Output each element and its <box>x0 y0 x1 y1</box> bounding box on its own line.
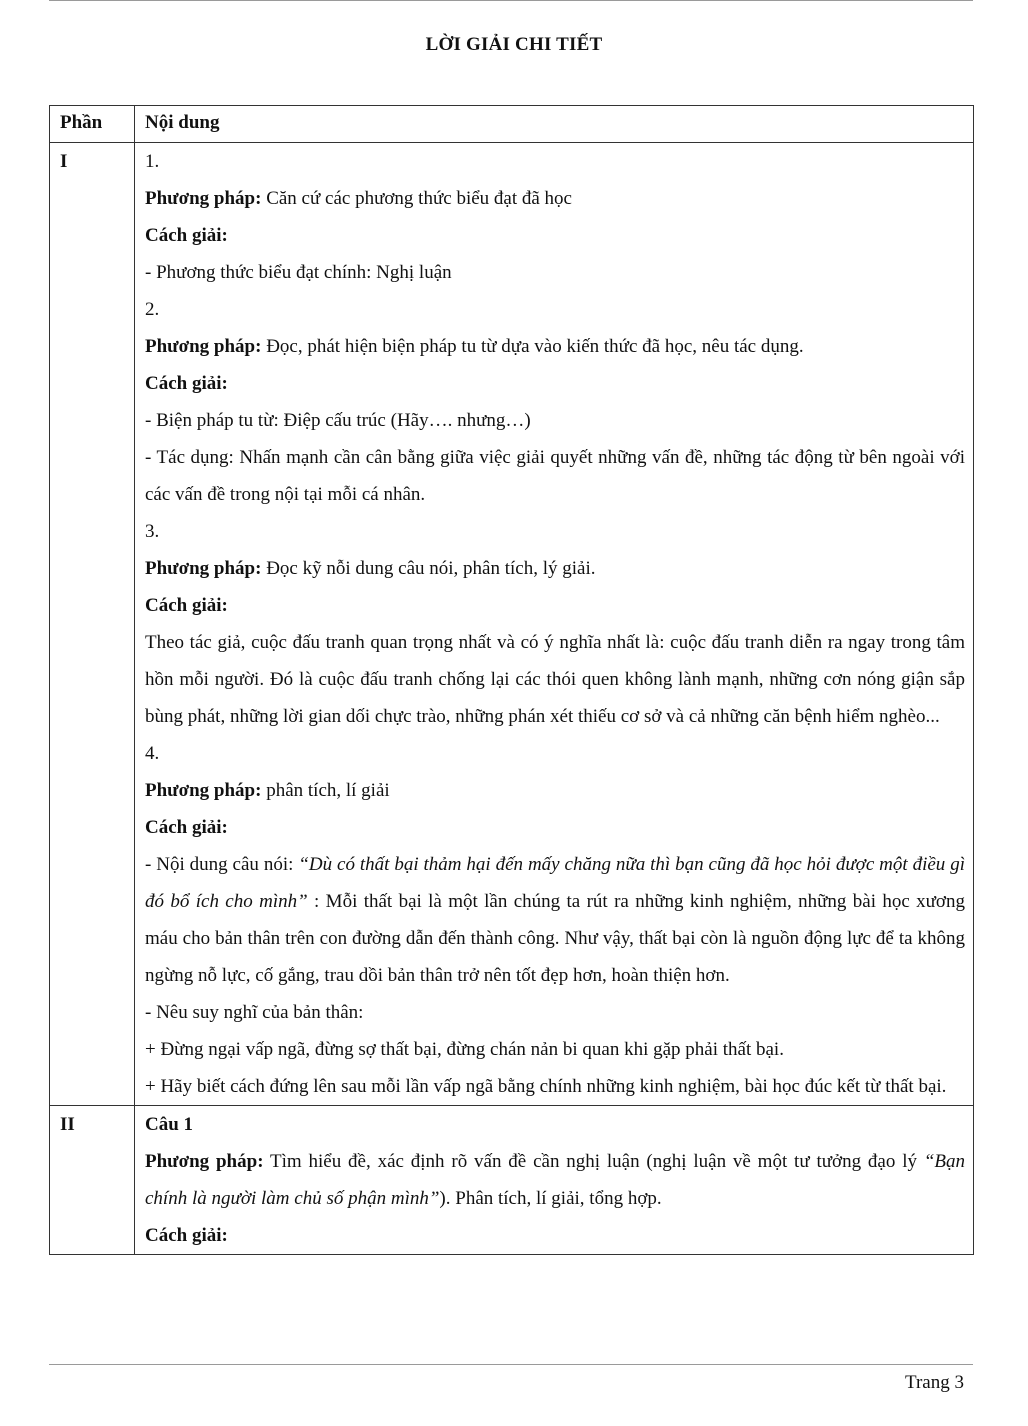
solution-label: Cách giải: <box>145 1225 228 1246</box>
answer-line: - Nêu suy nghĩ của bản thân: <box>145 1002 364 1023</box>
quote: “Dù có thất bại thảm hại đến mấy chăng nữa thì bạn cũng đã học hỏi được một điều gì đó bổ ích cho mình” <box>145 854 965 912</box>
header-part: Phần <box>50 106 135 143</box>
method-line: Phương pháp: Đọc kỹ nỗi dung câu nói, phân tích, lý giải. <box>145 558 596 579</box>
method-line: Phương pháp: Căn cứ các phương thức biểu đạt đã học <box>145 188 572 209</box>
answer-line: + Đừng ngại vấp ngã, đừng sợ thất bại, đừng chán nản bi quan khi gặp phải thất bại. <box>145 1039 784 1060</box>
table-row-part-2 <box>50 1106 974 1255</box>
answer-line: - Phương thức biểu đạt chính: Nghị luận <box>145 262 452 283</box>
answer-paragraph: - Tác dụng: Nhấn mạnh cần cân bằng giữa việc giải quyết những vấn đề, những tác động từ bên ngoài với các vấn đề trong nội tại mỗi cá nhân. <box>145 447 965 505</box>
question-heading: Câu 1 <box>145 1114 194 1135</box>
method-line: Phương pháp: Đọc, phát hiện biện pháp tu từ dựa vào kiến thức đã học, nêu tác dụng. <box>145 336 804 357</box>
part-cell <box>50 143 135 1106</box>
answer-paragraph: - Nội dung câu nói: “Dù có thất bại thảm hại đến mấy chăng nữa thì bạn cũng đã học hỏi được một điều gì đó bổ ích cho mình” : Mỗi thất bại là một lần chúng ta rút ra những kinh nghiệm, những bài học xương máu cho bản thân trên con đường dẫn đến thành công. Như vậy, thất bại còn là nguồn động lực để ta không ngừng nỗ lực, cố gắng, trau dồi bản thân trở nên tốt đẹp hơn, hoàn thiện hơn. <box>145 854 965 986</box>
method-paragraph: Phương pháp: Tìm hiểu đề, xác định rõ vấn đề cần nghị luận (nghị luận về một tư tưởng đạo lý “Bạn chính là người làm chủ số phận mình”). Phân tích, lí giải, tổng hợp. <box>145 1151 965 1209</box>
bottom-divider <box>49 1364 973 1365</box>
answer-table <box>49 105 974 1255</box>
question-number: 4. <box>145 743 160 764</box>
question-number: 3. <box>145 521 160 542</box>
header-content: Nội dung <box>135 106 974 143</box>
part-label: I <box>60 151 68 172</box>
quote: “Bạn chính là người làm chủ số phận mình” <box>145 1151 965 1209</box>
solution-label: Cách giải: <box>145 817 228 838</box>
part-label: II <box>60 1114 75 1135</box>
question-number: 2. <box>145 299 160 320</box>
solution-label: Cách giải: <box>145 373 228 394</box>
solution-label: Cách giải: <box>145 225 228 246</box>
answer-paragraph: Theo tác giả, cuộc đấu tranh quan trọng nhất và có ý nghĩa nhất là: cuộc đấu tranh diễn ra ngay trong tâm hồn mỗi người. Đó là cuộc đấu tranh chống lại các thói quen không lành mạnh, những cơn nóng giận sắp bùng phát, những lời gian dối chực trào, những phán xét thiếu cơ sở và cả những căn bệnh hiểm nghèo... <box>145 632 965 727</box>
method-line: Phương pháp: phân tích, lí giải <box>145 780 390 801</box>
page-number: Trang 3 <box>905 1372 964 1393</box>
question-number: 1. <box>145 151 160 172</box>
table-row-part-1 <box>50 143 974 1106</box>
answer-line: - Biện pháp tu từ: Điệp cấu trúc (Hãy…. nhưng…) <box>145 410 531 431</box>
table-header-row <box>50 106 974 143</box>
content-cell <box>135 143 974 1106</box>
part-cell <box>50 1106 135 1255</box>
solution-label: Cách giải: <box>145 595 228 616</box>
top-divider <box>49 0 973 1</box>
content-cell <box>135 1106 974 1255</box>
page-title: LỜI GIẢI CHI TIẾT <box>425 34 603 55</box>
answer-paragraph: + Hãy biết cách đứng lên sau mỗi lần vấp ngã bằng chính những kinh nghiệm, bài học đúc kết từ thất bại. <box>145 1076 947 1097</box>
